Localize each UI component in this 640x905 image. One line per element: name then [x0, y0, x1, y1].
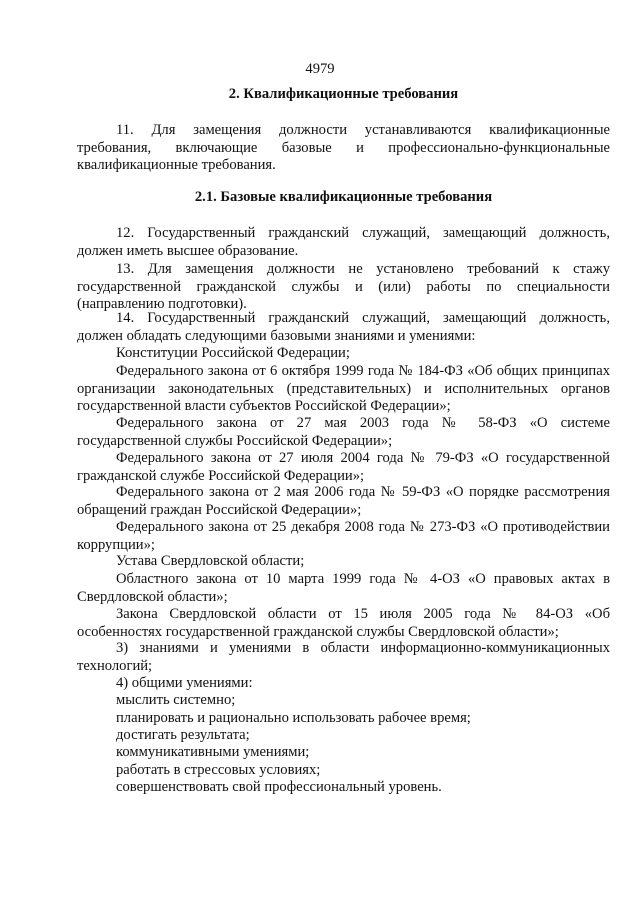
skill-item: планировать и рационально использовать рабочее время;: [116, 710, 471, 726]
law-item: Областного закона от 10 марта 1999 года № 4-ОЗ «О правовых актах в Свердловской области»;: [77, 571, 610, 605]
law-item: Федерального закона от 6 октября 1999 года № 184-ФЗ «Об общих принципах организации законодательных (представительных) и исполнительных органов государственной власти субъектов Российской Федерации»;: [77, 363, 610, 414]
skill-item: достигать результата;: [116, 727, 250, 743]
paragraph-12: 12. Государственный гражданский служащий, замещающий должность, должен иметь высшее образование.: [77, 225, 610, 259]
item-4: 4) общими умениями:: [116, 675, 253, 691]
section-heading: 2. Квалификационные требования: [228, 86, 459, 102]
item-3: 3) знаниями и умениями в области информационно-коммуникационных технологий;: [77, 640, 610, 674]
skill-item: работать в стрессовых условиях;: [116, 762, 321, 778]
skill-item: совершенствовать свой профессиональный уровень.: [116, 779, 442, 795]
paragraph-13: 13. Для замещения должности не установлено требований к стажу государственной гражданской службы и (или) работы по специальности (направлению подготовки).: [77, 261, 610, 312]
law-item: Федерального закона от 27 июля 2004 года № 79-ФЗ «О государственной гражданской службе Российской Федерации»;: [77, 450, 610, 484]
law-item: Федерального закона от 27 мая 2003 года № 58-ФЗ «О системе государственной службы Российской Федерации»;: [77, 415, 610, 449]
skill-item: коммуникативными умениями;: [116, 744, 310, 760]
page-number: 4979: [305, 61, 335, 77]
law-item: Федерального закона от 25 декабря 2008 года № 273-ФЗ «О противодействии коррупции»;: [77, 519, 610, 553]
skill-item: мыслить системно;: [116, 692, 236, 708]
paragraph-11: 11. Для замещения должности устанавливаются квалификационные требования, включающие базовые и профессионально-функциональные квалификационные требования.: [77, 122, 610, 173]
subsection-heading: 2.1. Базовые квалификационные требования: [194, 189, 493, 205]
law-item: Конституции Российской Федерации;: [116, 345, 350, 361]
paragraph-14: 14. Государственный гражданский служащий, замещающий должность, должен обладать следующими базовыми знаниями и умениями:: [77, 310, 610, 344]
law-item: Устава Свердловской области;: [116, 553, 305, 569]
law-item: Федерального закона от 2 мая 2006 года № 59-ФЗ «О порядке рассмотрения обращений граждан Российской Федерации»;: [77, 484, 610, 518]
law-item: Закона Свердловской области от 15 июля 2005 года № 84-ОЗ «Об особенностях государственной гражданской службы Свердловской области»;: [77, 606, 610, 640]
